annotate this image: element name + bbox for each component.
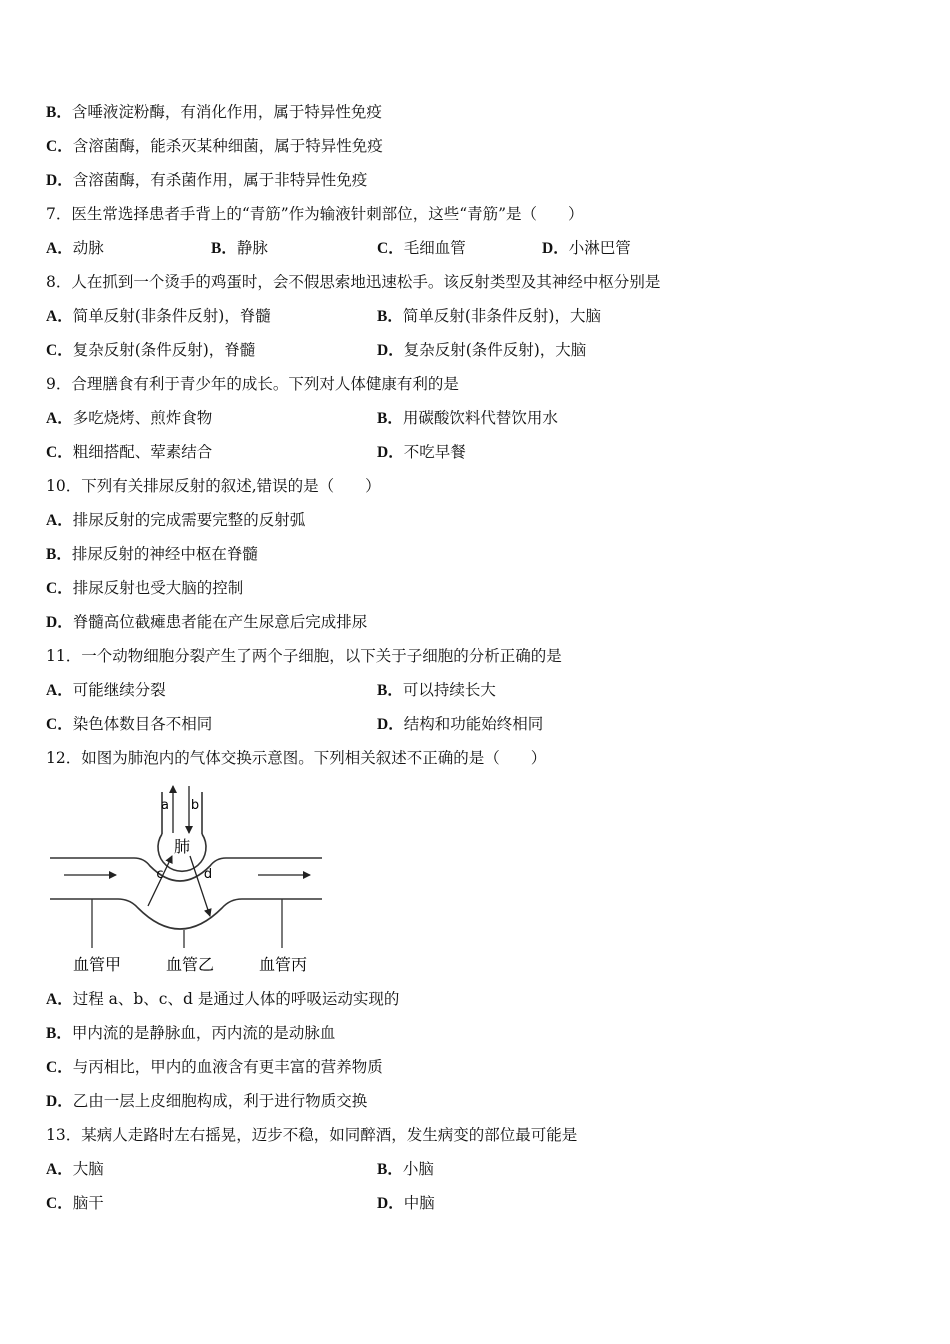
q8-option-b: B．简单反射(非条件反射)，大脑 <box>377 307 601 325</box>
q11-option-d: D．结构和功能始终相同 <box>377 715 544 733</box>
q13-option-a: A．大脑 <box>46 1160 104 1178</box>
question-9-stem: 9．合理膳食有利于青少年的成长。下列对人体健康有利的是 <box>46 375 459 393</box>
q13-option-d: D．中脑 <box>377 1194 435 1212</box>
label-c: c <box>156 867 164 882</box>
vessel-1-label: 血管甲 <box>72 955 122 974</box>
q7-option-c: C．毛细血管 <box>377 239 466 257</box>
vessel-3-label: 血管丙 <box>258 955 308 974</box>
q12-option-c: C．与丙相比，甲内的血液含有更丰富的营养物质 <box>46 1058 383 1076</box>
vessel-2-label: 血管乙 <box>165 955 215 974</box>
option-c: C．含溶菌酶，能杀灭某种细菌，属于特异性免疫 <box>46 137 383 155</box>
label-b: b <box>190 798 200 813</box>
q8-option-c: C．复杂反射(条件反射)，脊髓 <box>46 341 256 359</box>
q13-option-c: C．脑干 <box>46 1194 104 1212</box>
q10-option-d: D．脊髓高位截瘫患者能在产生尿意后完成排尿 <box>46 613 368 631</box>
q7-option-d: D．小淋巴管 <box>542 239 631 257</box>
q11-option-a: A．可能继续分裂 <box>46 681 166 699</box>
label-a: a <box>161 798 169 813</box>
arrow-d <box>190 856 213 916</box>
q8-option-a: A．简单反射(非条件反射)，脊髓 <box>46 307 271 325</box>
q11-option-b: B．可以持续长大 <box>377 681 496 699</box>
question-10-stem: 10．下列有关排尿反射的叙述,错误的是（ ） <box>46 477 381 495</box>
question-13-stem: 13．某病人走路时左右摇晃，迈步不稳，如同醉酒，发生病变的部位最可能是 <box>46 1126 578 1144</box>
question-12-stem: 12．如图为肺泡内的气体交换示意图。下列相关叙述不正确的是（ ） <box>46 749 547 767</box>
option-b: B．含唾液淀粉酶，有消化作用，属于特异性免疫 <box>46 103 382 121</box>
q10-option-a: A．排尿反射的完成需要完整的反射弧 <box>46 511 306 529</box>
alveolus-gas-exchange-diagram <box>40 778 340 983</box>
q12-option-b: B．甲内流的是静脉血，丙内流的是动脉血 <box>46 1024 336 1042</box>
q9-option-a: A．多吃烧烤、煎炸食物 <box>46 409 213 427</box>
vessel-lower-wall <box>50 899 322 929</box>
q7-option-b: B．静脉 <box>211 239 268 257</box>
lung-label: 肺 <box>173 837 191 856</box>
q12-option-d: D．乙由一层上皮细胞构成，利于进行物质交换 <box>46 1092 368 1110</box>
q10-option-b: B．排尿反射的神经中枢在脊髓 <box>46 545 258 563</box>
q13-option-b: B．小脑 <box>377 1160 434 1178</box>
q7-option-a: A．动脉 <box>46 239 104 257</box>
q8-option-d: D．复杂反射(条件反射)，大脑 <box>377 341 587 359</box>
question-8-stem: 8．人在抓到一个烫手的鸡蛋时，会不假思索地迅速松手。该反射类型及其神经中枢分别是 <box>46 273 661 291</box>
q12-option-a: A．过程 a、b、c、d 是通过人体的呼吸运动实现的 <box>46 990 400 1008</box>
label-d: d <box>203 867 213 882</box>
q9-option-b: B．用碳酸饮料代替饮用水 <box>377 409 558 427</box>
q9-option-d: D．不吃早餐 <box>377 443 466 461</box>
question-7-stem: 7．医生常选择患者手背上的“青筋”作为输液针刺部位，这些“青筋”是（ ） <box>46 205 584 223</box>
option-d: D．含溶菌酶，有杀菌作用，属于非特异性免疫 <box>46 171 368 189</box>
q9-option-c: C．粗细搭配、荤素结合 <box>46 443 213 461</box>
q11-option-c: C．染色体数目各不相同 <box>46 715 213 733</box>
q10-option-c: C．排尿反射也受大脑的控制 <box>46 579 244 597</box>
question-11-stem: 11．一个动物细胞分裂产生了两个子细胞，以下关于子细胞的分析正确的是 <box>46 647 562 665</box>
